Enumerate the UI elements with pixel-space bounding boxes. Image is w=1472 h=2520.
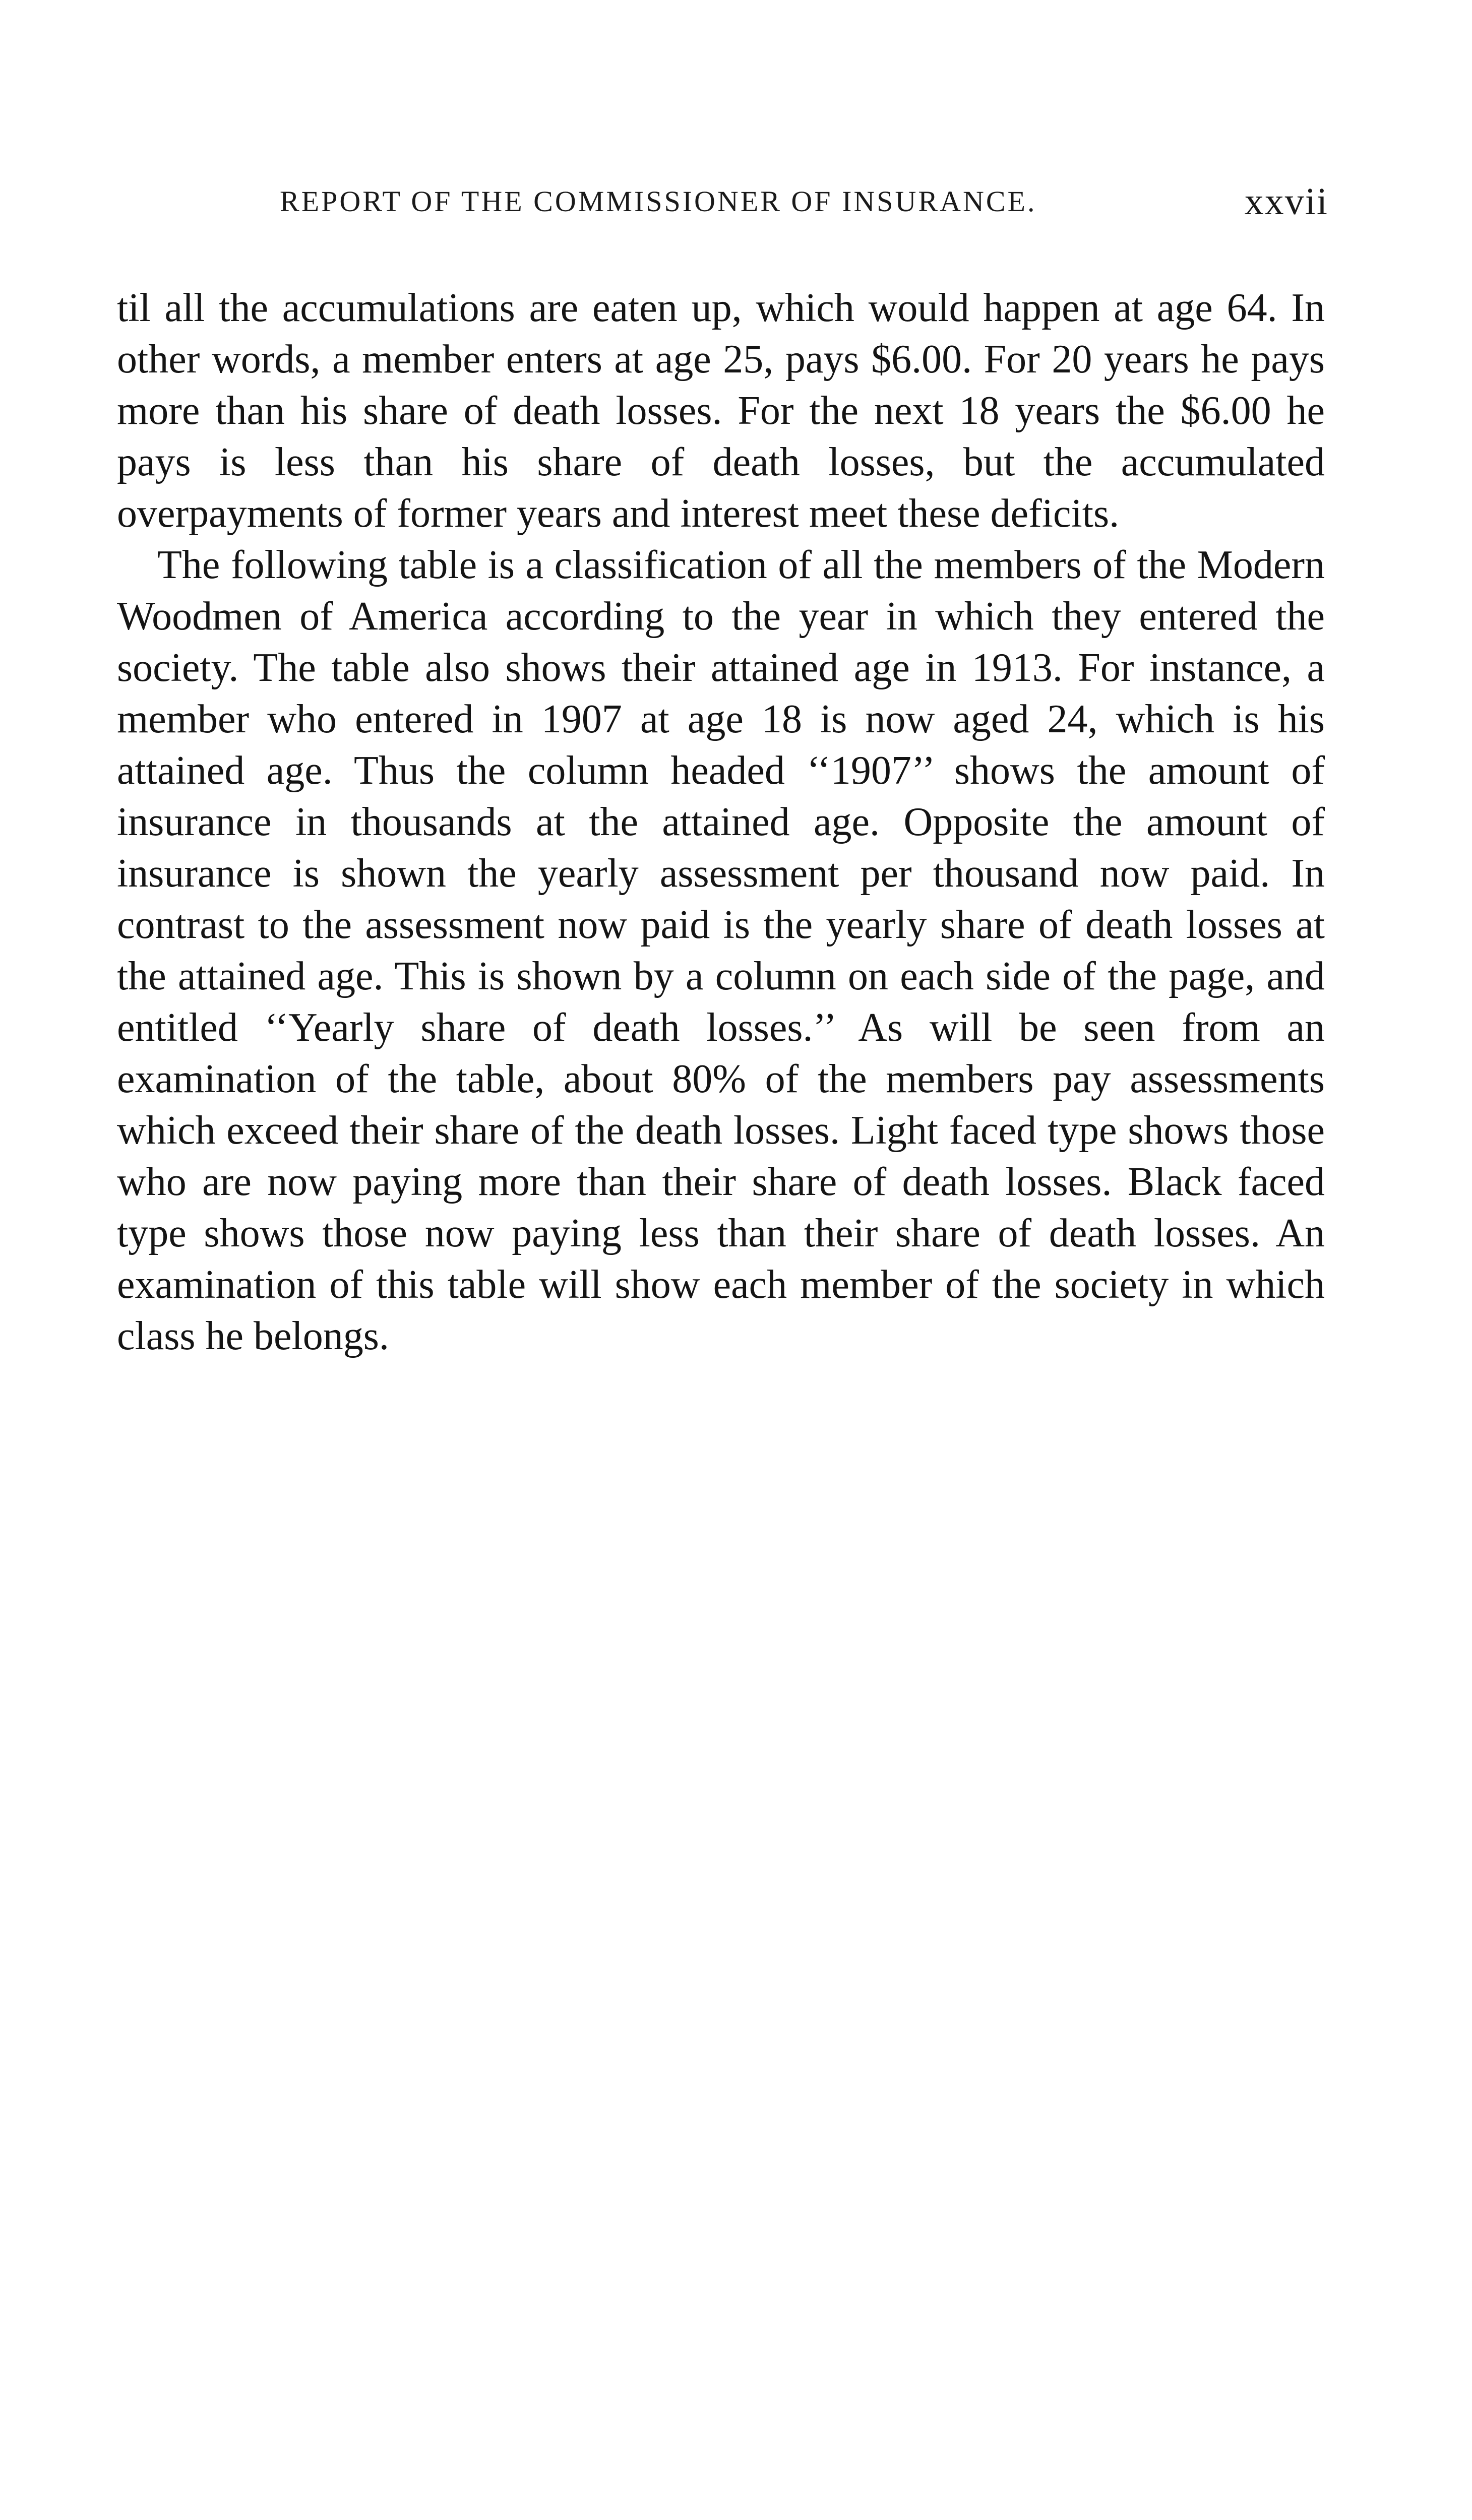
paragraph-2: The following table is a classification of all the members of the Modern Woodmen of America according to the year in which they entered the society. The table also shows their attained age in 1913. For instance, a member who entered in 1907 at age 18 is now aged 24, which is his attained age. Thus the column headed ‘‘1907’’ shows the amount of insurance in thousands at the attained age. Opposite the amount of insurance is shown the yearly assessment per thousand now paid. In contrast to the assessment now paid is the yearly share of death losses at the attained age. This is shown by a column on each side of the page, and entitled ‘‘Yearly share of death losses.’’ As will be seen from an examination of the table, about 80% of the members pay assessments which exceed their share of the death losses. Light faced type shows those who are now paying more than their share of death losses. Black faced type shows those now paying less than their share of death losses. An examination of this table will show each member of the society in which class he belongs. [117, 543, 1325, 1358]
paragraph-1: til all the accumulations are eaten up, which would happen at age 64. In other words, a member enters at age 25, pays $6.00. For 20 years he pays more than his share of death losses. For the next 18 years the $6.00 he pays is less than his share of death losses, but the accumulated overpayments of former years and interest meet these deficits. [117, 286, 1325, 536]
running-header [280, 179, 1328, 224]
body-text [117, 282, 1325, 1362]
page-number: xxvii [1244, 180, 1328, 223]
header-title: REPORT OF THE COMMISSIONER OF INSURANCE. [280, 185, 1037, 218]
